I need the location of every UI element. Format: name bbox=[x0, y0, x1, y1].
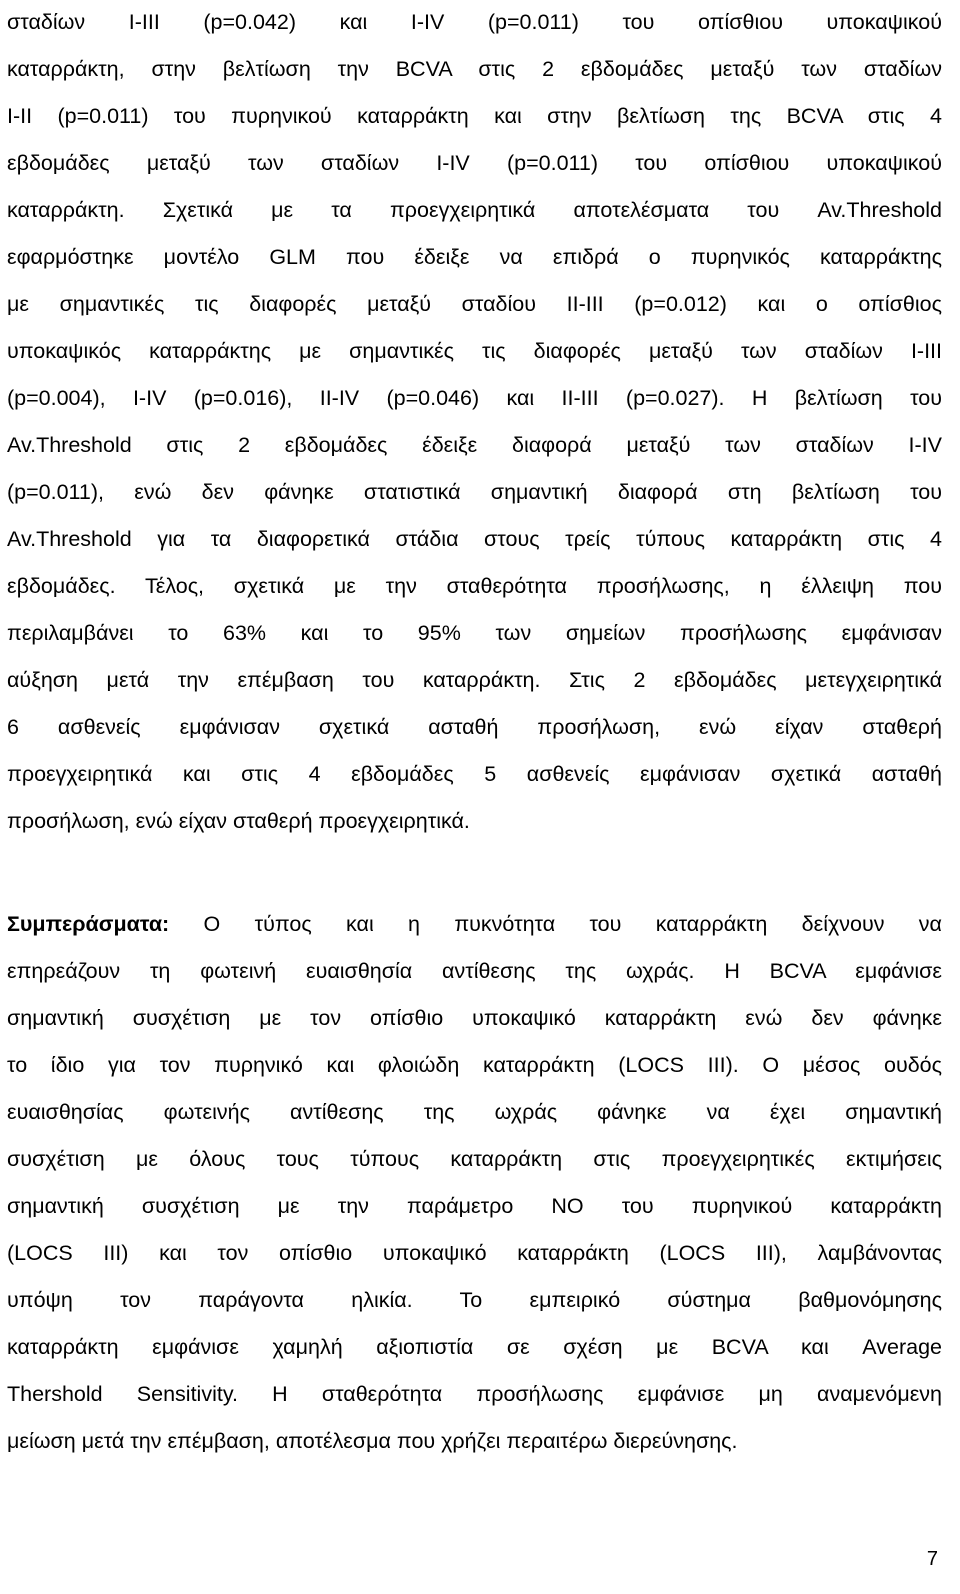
text-line: το ίδιο για τον πυρηνικό και φλοιώδη καταρράκτη (LOCS III). Ο μέσος ουδός bbox=[7, 1053, 942, 1077]
text-line: περιλαμβάνει το 63% και το 95% των σημείων προσήλωσης εμφάνισαν bbox=[7, 621, 942, 645]
text-line: Thershold Sensitivity. Η σταθερότητα προσήλωσης εμφάνισε μη αναμενόμενη bbox=[7, 1382, 942, 1406]
text-line: εβδομάδες μεταξύ των σταδίων I-IV (p=0.011) του οπίσθιου υποκαψικού bbox=[7, 151, 942, 175]
text-line: (p=0.004), I-IV (p=0.016), II-IV (p=0.046) και II-III (p=0.027). Η βελτίωση του bbox=[7, 386, 942, 410]
text-line: (p=0.011), ενώ δεν φάνηκε στατιστικά σημαντική διαφορά στη βελτίωση του bbox=[7, 480, 942, 504]
text-line: σημαντική συσχέτιση με τον οπίσθιο υποκαψικό καταρράκτη ενώ δεν φάνηκε bbox=[7, 1006, 942, 1030]
text-line: με σημαντικές τις διαφορές μεταξύ σταδίου II-III (p=0.012) και ο οπίσθιος bbox=[7, 292, 942, 316]
text-line: σταδίων I-III (p=0.042) και I-IV (p=0.011) του οπίσθιου υποκαψικού bbox=[7, 10, 942, 34]
text-line: 6 ασθενείς εμφάνισαν σχετικά ασταθή προσήλωση, ενώ είχαν σταθερή bbox=[7, 715, 942, 739]
text-line: προσήλωση, ενώ είχαν σταθερή προεγχειρητικά. bbox=[7, 809, 470, 833]
text-line: εφαρμόστηκε μοντέλο GLM που έδειξε να επιδρά ο πυρηνικός καταρράκτης bbox=[7, 245, 942, 269]
results-paragraph bbox=[7, 0, 942, 845]
conclusions-first-line-text: Ο τύπος και η πυκνότητα του καταρράκτη δείχνουν να bbox=[169, 912, 942, 936]
text-line: καταρράκτη εμφάνισε χαμηλή αξιοπιστία σε σχέση με BCVA και Average bbox=[7, 1335, 942, 1359]
text-line: μείωση μετά την επέμβαση, αποτέλεσμα που χρήζει περαιτέρω διερεύνησης. bbox=[7, 1429, 738, 1453]
conclusions-paragraph bbox=[7, 901, 942, 1465]
text-line: I-II (p=0.011) του πυρηνικού καταρράκτη και στην βελτίωση της BCVA στις 4 bbox=[7, 104, 942, 128]
text-line: επηρεάζουν τη φωτεινή ευαισθησία αντίθεσης της ωχράς. Η BCVA εμφάνισε bbox=[7, 959, 942, 983]
page-number: 7 bbox=[926, 1548, 938, 1570]
text-line: σημαντική συσχέτιση με την παράμετρο NO του πυρηνικού καταρράκτη bbox=[7, 1194, 942, 1218]
document-page bbox=[7, 0, 942, 1465]
text-line: (LOCS III) και τον οπίσθιο υποκαψικό καταρράκτη (LOCS III), λαμβάνοντας bbox=[7, 1241, 942, 1265]
text-line: εβδομάδες. Τέλος, σχετικά με την σταθερότητα προσήλωσης, η έλλειψη που bbox=[7, 574, 942, 598]
text-line: Av.Threshold για τα διαφορετικά στάδια στους τρείς τύπους καταρράκτη στις 4 bbox=[7, 527, 942, 551]
text-line: υποκαψικός καταρράκτης με σημαντικές τις διαφορές μεταξύ των σταδίων I-III bbox=[7, 339, 942, 363]
text-line: συσχέτιση με όλους τους τύπους καταρράκτη στις προεγχειρητικές εκτιμήσεις bbox=[7, 1147, 942, 1171]
conclusions-heading: Συμπεράσματα: bbox=[7, 912, 170, 936]
paragraph-spacer bbox=[7, 845, 942, 901]
text-line: καταρράκτη, στην βελτίωση την BCVA στις 2 εβδομάδες μεταξύ των σταδίων bbox=[7, 57, 942, 81]
conclusions-first-line bbox=[7, 901, 942, 948]
text-line: ευαισθησίας φωτεινής αντίθεσης της ωχράς φάνηκε να έχει σημαντική bbox=[7, 1100, 942, 1124]
text-line: προεγχειρητικά και στις 4 εβδομάδες 5 ασθενείς εμφάνισαν σχετικά ασταθή bbox=[7, 762, 942, 786]
text-line: αύξηση μετά την επέμβαση του καταρράκτη. Στις 2 εβδομάδες μετεγχειρητικά bbox=[7, 668, 942, 692]
text-line: καταρράκτη. Σχετικά με τα προεγχειρητικά αποτελέσματα του Av.Threshold bbox=[7, 198, 942, 222]
text-line: Av.Threshold στις 2 εβδομάδες έδειξε διαφορά μεταξύ των σταδίων I-IV bbox=[7, 433, 942, 457]
text-line: υπόψη τον παράγοντα ηλικία. Το εμπειρικό σύστημα βαθμονόμησης bbox=[7, 1288, 942, 1312]
